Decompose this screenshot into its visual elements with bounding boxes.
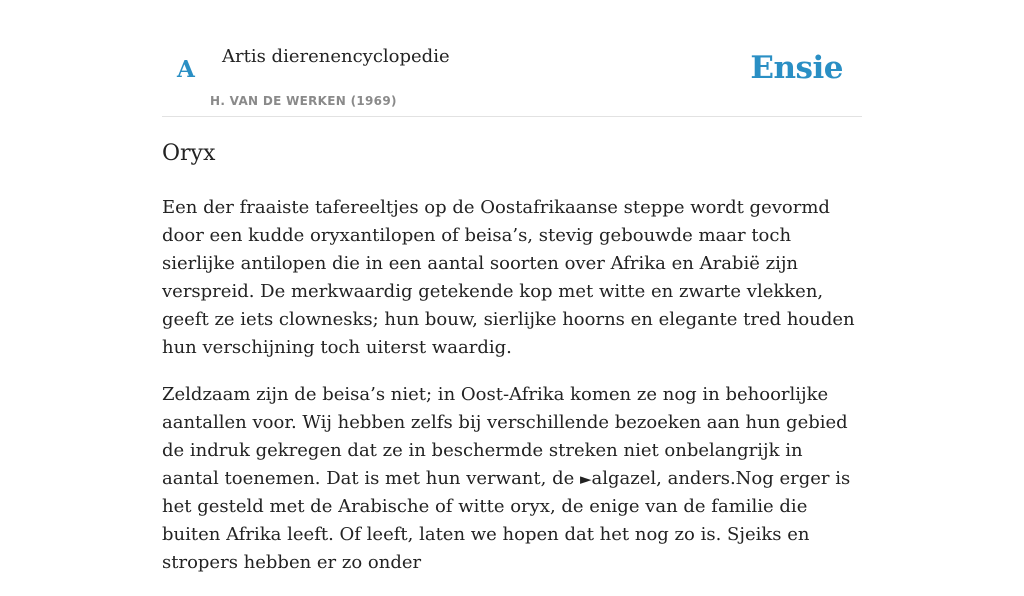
- entry-title: Oryx: [162, 141, 216, 166]
- paragraph-text: Zeldzaam zijn de beisa’s niet; in Oost-Afrika komen ze nog in behoorlijke aantallen voor. Wij hebben zelfs bij verschillende bezoeken aan hun gebied de indruk gekregen dat ze in beschermde streken niet onbelangrijk in aantal toenemen. Dat is met hun verwant, de: [162, 384, 848, 489]
- arrow-right-icon: ►: [579, 470, 592, 488]
- paragraph-text: , anders.Nog erger is het gesteld met de Arabische of witte oryx, de enige van de familie die buiten Afrika leeft. Of leeft, laten we hopen dat het nog zo is. Sjeiks en stropers hebben er zo onder: [162, 468, 851, 573]
- entry-paragraph: [162, 381, 862, 577]
- ensie-logo[interactable]: Ensie: [750, 50, 843, 86]
- cross-reference-link-algazel[interactable]: [580, 468, 656, 489]
- book-header: [162, 0, 862, 117]
- book-author: H. VAN DE WERKEN (1969): [210, 94, 397, 108]
- entry-content: [162, 138, 862, 596]
- book-title[interactable]: Artis dierenencyclopedie: [222, 46, 450, 67]
- letter-index-link[interactable]: A: [177, 56, 195, 83]
- entry-paragraph: Een der fraaiste tafereeltjes op de Oostafrikaanse steppe wordt gevormd door een kudde oryxantilopen of beisa’s, stevig gebouwde maar toch sierlijke antilopen die in een aantal soorten over Afrika en Arabië zijn verspreid. De merkwaardig getekende kop met witte en zwarte vlekken, geeft ze iets clownesks; hun bouw, sierlijke hoorns en elegante tred houden hun verschijning toch uiterst waardig.: [162, 197, 855, 358]
- cross-reference-label: algazel: [591, 468, 657, 489]
